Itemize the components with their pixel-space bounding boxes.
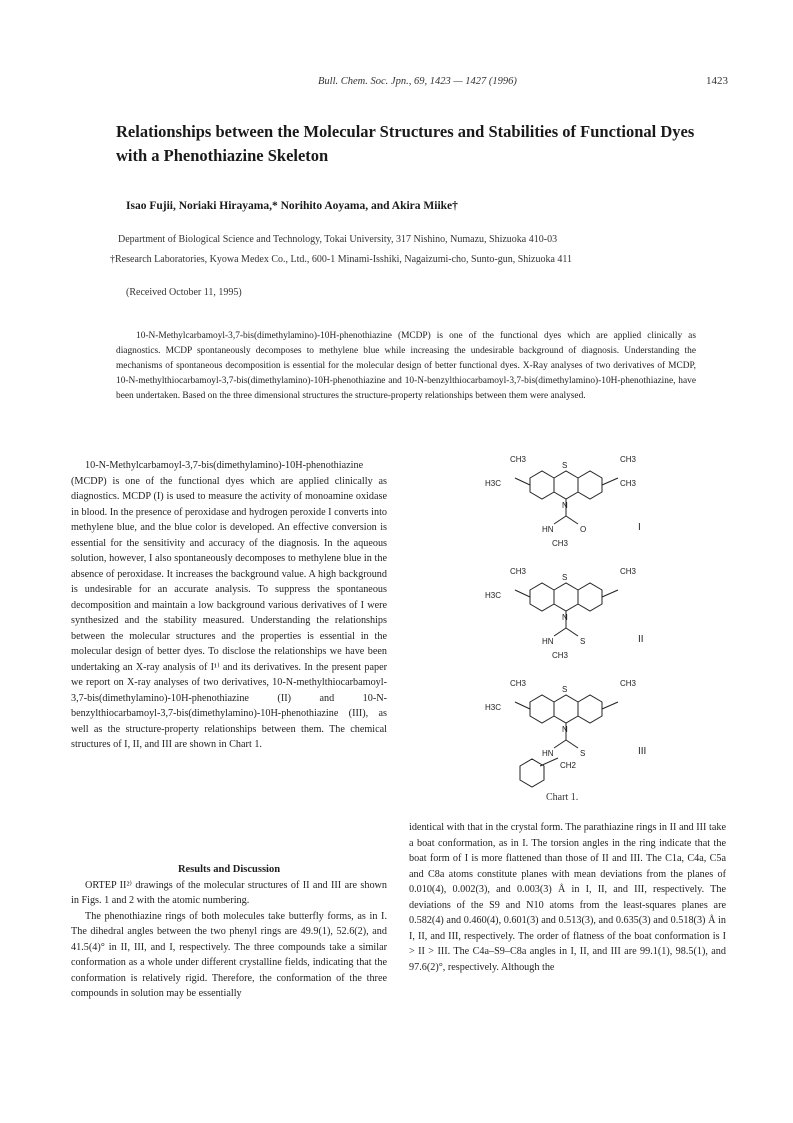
- s2-ch3-bottom: CH3: [552, 651, 569, 660]
- s2-ch3-left: CH3: [510, 567, 527, 576]
- label-I: I: [638, 522, 641, 533]
- article-title: Relationships between the Molecular Structures and Stabilities of Functional Dyes with a Phenothiazine Skeleton: [116, 122, 695, 165]
- s2-n: N: [562, 613, 568, 622]
- s1-s: S: [562, 461, 568, 470]
- s1-ch3-left: CH3: [510, 455, 527, 464]
- right-column-text: [409, 820, 726, 975]
- results-paragraph-2: The phenothiazine rings of both molecules take butterfly forms, as in I. The dihedral angles between the two phenyl rings are 49.9(1), 52.6(2), and 41.5(4)° in II, III, and I, respectively. The three compounds take a similar conformation as a whole under different crystalline fields, indicating that the conformation is relatively rigid. Therefore, the conformation of the three compounds in solution may be essentially: [71, 910, 387, 999]
- s1-hn: HN: [542, 525, 554, 534]
- abstract-text: 10-N-Methylcarbamoyl-3,7-bis(dimethylamino)-10H-phenothiazine (MCDP) is one of the functional dyes which are applied clinically as diagnostics. MCDP spontaneously decomposes to methylene blue while increasing the undesirable background of diagnosis. Understanding the mechanisms of spontaneous decomposition is essential for the molecular design of better functional dyes. X-Ray analyses of two derivatives of MCDP, 10-N-methylthiocarbamoyl-3,7-bis(dimethylamino)-10H-phenothiazine and 10-N-benzylthiocarbamoyl-3,7-bis(dimethylamino)-10H-phenothiazine, have been undertaken. Based on the three dimensional structures the structure-property relationships between them were analysed.: [116, 331, 696, 402]
- bond-n-right: [602, 478, 618, 485]
- s3-hn: HN: [542, 749, 554, 758]
- results-paragraph-1: ORTEP II²⁾ drawings of the molecular structures of II and III are shown in Figs. 1 and 2 with the atomic numbering.: [71, 879, 387, 906]
- author-list: Isao Fujii, Noriaki Hirayama,* Norihito Aoyama, and Akira Miike†: [126, 200, 458, 212]
- intro-column: [71, 458, 387, 753]
- affiliation-2: †Research Laboratories, Kyowa Medex Co., Ltd., 600-1 Minami-Isshiki, Nagaizumi-cho, Sunto-gun, Shizuoka 411: [110, 254, 573, 265]
- s2-s-thio: S: [580, 637, 586, 646]
- s3-ch3-right: CH3: [620, 679, 637, 688]
- s3-ch3-left: CH3: [510, 679, 527, 688]
- bond-o: [566, 516, 578, 524]
- bond-n-left: [515, 478, 530, 485]
- chart-caption: Chart 1.: [546, 792, 579, 803]
- s3-s: S: [562, 685, 568, 694]
- s2-hn: HN: [542, 637, 554, 646]
- continued-paragraph: identical with that in the crystal form. The parathiazine rings in II and III take a boat conformation, as in I. The torsion angles in the ring indicate that the boat form of I is more flattened than those of II and III. The C1a, C4a, C5a and C8a atoms constitute planes with mean deviations from the planes of 0.010(4), 0.002(3), and 0.003(3) Å in I, II, and III, respectively. The deviations of the S9 and N10 atoms from the least-squares planes are 0.582(4) and 0.460(4), 0.601(3) and 0.513(3), and 0.635(3) and 0.518(3) Å in I, II, and III, respectively. The order of flatness of the boat conformation is I > II > III. The C4a–S9–C8a angles in I, II, and III are 99.1(1), 98.5(1), and 97.6(2)°, respectively. Although the: [409, 822, 726, 973]
- journal-citation: Bull. Chem. Soc. Jpn., 69, 1423 — 1427 (1996): [318, 76, 517, 87]
- structure-2: [515, 583, 618, 636]
- s1-h3c: H3C: [485, 479, 502, 488]
- ring-right: [578, 471, 602, 499]
- s3-ch2: CH2: [560, 761, 577, 770]
- abstract: [116, 329, 696, 404]
- s3-h3c: H3C: [485, 703, 502, 712]
- results-column: [71, 862, 387, 1002]
- s2-h3c: H3C: [485, 591, 502, 600]
- section-heading: Results and Discussion: [177, 864, 281, 875]
- s3-s-thio: S: [580, 749, 586, 758]
- s1-o: O: [580, 525, 587, 534]
- chemical-structures-chart: [470, 446, 715, 806]
- s1-n: N: [562, 501, 568, 510]
- ring-center: [554, 471, 578, 499]
- intro-paragraph: 10-N-Methylcarbamoyl-3,7-bis(dimethylamino)-10H-phenothiazine (MCDP) is one of the functional dyes which are applied clinically as diagnostics. MCDP (I) is used to measure the activity of monoamine oxidase in blood. In the presence of peroxidase and hydrogen peroxide I converts into methylene blue, and the blue color is developed. An effective conversion is essential for the sensitivity and accuracy of the diagnosis. In the aqueous solution, however, I also spontaneously decomposes to methylene blue in the absence of peroxidase. It increases the background value. A high background is undesirable for an accurate analysis. To suppress the spontaneous decomposition and maintain a low background various derivatives of I were synthesized and the stability measured. Understanding the relationships between the molecular structures and the properties is essential in the molecular design of better dyes. To disclose the relationships we have been undertaking an X-ray analysis of I¹⁾ and its derivatives. In the present paper we report on X-ray analyses of two derivatives, 10-N-methylthiocarbamoyl-3,7-bis(dimethylamino)-10H-phenothiazine (II) and 10-N-benzylthiocarbamoyl-3,7-bis(dimethylamino)-10H-phenothiazine (III), as well as the structure-property relationships between them. The chemical structures of I, II, and III are shown in Chart 1.: [71, 460, 387, 750]
- structures-svg: [470, 446, 715, 806]
- s2-s: S: [562, 573, 568, 582]
- bond-hn: [554, 516, 566, 524]
- ring-left: [530, 471, 554, 499]
- s1-ch3-bottom: CH3: [552, 539, 569, 548]
- s2-ch3-right: CH3: [620, 567, 637, 576]
- benzyl-ring: [520, 759, 544, 787]
- s3-n: N: [562, 725, 568, 734]
- received-date: (Received October 11, 1995): [126, 287, 242, 298]
- s1-ch3-right-2: CH3: [620, 479, 637, 488]
- s1-ch3-right: CH3: [620, 455, 637, 464]
- label-III: III: [638, 746, 647, 757]
- structure-1: [515, 471, 618, 524]
- label-II: II: [638, 634, 644, 645]
- structure-3: [515, 695, 618, 787]
- affiliation-1: Department of Biological Science and Technology, Tokai University, 317 Nishino, Numazu, Shizuoka 410-03: [118, 234, 558, 245]
- page-number: 1423: [706, 75, 728, 87]
